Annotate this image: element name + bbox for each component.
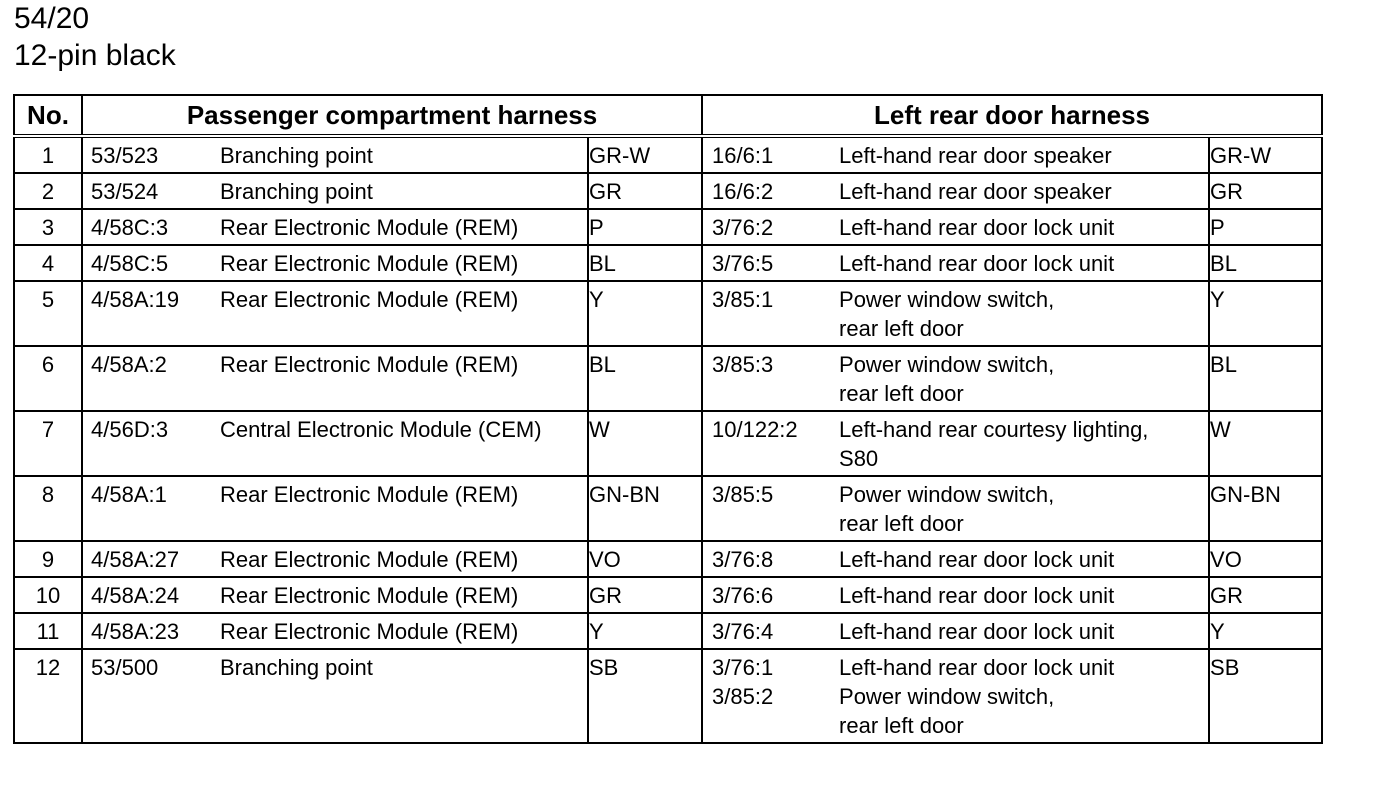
passenger-code: 4/58A:23: [91, 619, 180, 644]
pin-number: 6: [14, 346, 82, 411]
table-row: [14, 541, 1322, 577]
passenger-code: 4/58A:2: [91, 352, 167, 377]
left-rear-code: 3/85:2: [712, 684, 774, 709]
left-rear-description: Left-hand rear door lock unit: [839, 251, 1115, 276]
left-rear-wire-color: W: [1209, 411, 1322, 476]
left-rear-description: S80: [839, 446, 879, 471]
left-rear-description: Left-hand rear door lock unit: [839, 583, 1115, 608]
passenger-code: 53/524: [91, 179, 159, 204]
left-rear-wire-color: GN-BN: [1209, 476, 1322, 541]
passenger-description: Rear Electronic Module (REM): [220, 619, 519, 644]
left-rear-door-cell: [702, 577, 1209, 613]
header-no: No.: [14, 95, 82, 136]
passenger-harness-cell: [82, 346, 588, 411]
connector-id: 54/20: [14, 2, 90, 35]
passenger-wire-color: BL: [588, 245, 702, 281]
passenger-wire-color: Y: [588, 613, 702, 649]
passenger-wire-color: P: [588, 209, 702, 245]
passenger-code: 53/523: [91, 143, 159, 168]
table-row: [14, 613, 1322, 649]
left-rear-door-cell: [702, 411, 1209, 476]
left-rear-code: 3/76:5: [712, 251, 774, 276]
left-rear-wire-color: Y: [1209, 281, 1322, 346]
left-rear-code: 3/76:1: [712, 655, 774, 680]
left-rear-description: rear left door: [839, 511, 964, 536]
passenger-description: Rear Electronic Module (REM): [220, 352, 519, 377]
left-rear-code: 3/85:3: [712, 352, 774, 377]
table-row: [14, 209, 1322, 245]
pin-table: [13, 94, 1323, 744]
passenger-wire-color: W: [588, 411, 702, 476]
passenger-harness-cell: [82, 173, 588, 209]
passenger-code: 4/58A:24: [91, 583, 180, 608]
left-rear-wire-color: GR-W: [1209, 136, 1322, 173]
left-rear-wire-color: VO: [1209, 541, 1322, 577]
table-row: [14, 476, 1322, 541]
passenger-description: Rear Electronic Module (REM): [220, 583, 519, 608]
left-rear-wire-color: P: [1209, 209, 1322, 245]
pin-number: 3: [14, 209, 82, 245]
passenger-wire-color: GR: [588, 173, 702, 209]
passenger-description: Central Electronic Module (CEM): [220, 417, 542, 442]
passenger-harness-cell: [82, 245, 588, 281]
table-row: [14, 173, 1322, 209]
passenger-code: 4/58C:3: [91, 215, 169, 240]
pin-number: 7: [14, 411, 82, 476]
left-rear-code: 16/6:2: [712, 179, 774, 204]
left-rear-door-cell: [702, 209, 1209, 245]
header-passenger-harness: Passenger compartment harness: [82, 95, 702, 136]
passenger-harness-cell: [82, 649, 588, 743]
left-rear-door-cell: [702, 613, 1209, 649]
passenger-code: 4/58C:5: [91, 251, 169, 276]
left-rear-code: 3/85:5: [712, 482, 774, 507]
left-rear-door-cell: [702, 476, 1209, 541]
passenger-wire-color: SB: [588, 649, 702, 743]
pin-number: 4: [14, 245, 82, 281]
passenger-code: 4/58A:19: [91, 287, 180, 312]
left-rear-description: Left-hand rear courtesy lighting,: [839, 417, 1149, 442]
left-rear-code: 3/76:4: [712, 619, 774, 644]
left-rear-description: Left-hand rear door speaker: [839, 179, 1112, 204]
left-rear-description: Left-hand rear door lock unit: [839, 215, 1115, 240]
left-rear-description: Left-hand rear door lock unit: [839, 619, 1115, 644]
table-row: [14, 245, 1322, 281]
passenger-harness-cell: [82, 411, 588, 476]
left-rear-wire-color: BL: [1209, 245, 1322, 281]
passenger-code: 4/58A:1: [91, 482, 167, 507]
left-rear-description: Left-hand rear door speaker: [839, 143, 1112, 168]
left-rear-wire-color: Y: [1209, 613, 1322, 649]
passenger-description: Rear Electronic Module (REM): [220, 287, 519, 312]
left-rear-door-cell: [702, 136, 1209, 173]
passenger-code: 53/500: [91, 655, 159, 680]
left-rear-description: Power window switch,: [839, 287, 1055, 312]
table-body: [14, 136, 1322, 743]
left-rear-description: Left-hand rear door lock unit: [839, 547, 1115, 572]
passenger-harness-cell: [82, 136, 588, 173]
pin-number: 9: [14, 541, 82, 577]
left-rear-description: rear left door: [839, 316, 964, 341]
passenger-harness-cell: [82, 541, 588, 577]
table-row: [14, 136, 1322, 173]
passenger-description: Branching point: [220, 143, 373, 168]
passenger-wire-color: Y: [588, 281, 702, 346]
passenger-harness-cell: [82, 476, 588, 541]
pin-number: 1: [14, 136, 82, 173]
passenger-harness-cell: [82, 209, 588, 245]
left-rear-code: 3/76:2: [712, 215, 774, 240]
left-rear-code: 10/122:2: [712, 417, 798, 442]
passenger-harness-cell: [82, 577, 588, 613]
left-rear-door-cell: [702, 541, 1209, 577]
passenger-code: 4/58A:27: [91, 547, 180, 572]
left-rear-code: 3/76:8: [712, 547, 774, 572]
passenger-wire-color: VO: [588, 541, 702, 577]
table-header-row: [14, 95, 1322, 136]
passenger-wire-color: GR-W: [588, 136, 702, 173]
passenger-description: Branching point: [220, 655, 373, 680]
left-rear-description: rear left door: [839, 713, 964, 738]
left-rear-wire-color: GR: [1209, 173, 1322, 209]
table-row: [14, 411, 1322, 476]
table-row: [14, 281, 1322, 346]
left-rear-description: Power window switch,: [839, 352, 1055, 377]
left-rear-wire-color: GR: [1209, 577, 1322, 613]
left-rear-wire-color: SB: [1209, 649, 1322, 743]
pin-number: 10: [14, 577, 82, 613]
left-rear-description: rear left door: [839, 381, 964, 406]
passenger-description: Rear Electronic Module (REM): [220, 482, 519, 507]
header-left-rear-door-harness: Left rear door harness: [702, 95, 1322, 136]
left-rear-door-cell: [702, 245, 1209, 281]
left-rear-door-cell: [702, 281, 1209, 346]
passenger-description: Branching point: [220, 179, 373, 204]
left-rear-door-cell: [702, 649, 1209, 743]
left-rear-wire-color: BL: [1209, 346, 1322, 411]
left-rear-description: Power window switch,: [839, 482, 1055, 507]
passenger-code: 4/56D:3: [91, 417, 169, 442]
passenger-description: Rear Electronic Module (REM): [220, 547, 519, 572]
table-row: [14, 577, 1322, 613]
pin-number: 12: [14, 649, 82, 743]
passenger-wire-color: GN-BN: [588, 476, 702, 541]
passenger-wire-color: GR: [588, 577, 702, 613]
left-rear-code: 16/6:1: [712, 143, 774, 168]
passenger-wire-color: BL: [588, 346, 702, 411]
passenger-description: Rear Electronic Module (REM): [220, 215, 519, 240]
passenger-harness-cell: [82, 613, 588, 649]
left-rear-door-cell: [702, 173, 1209, 209]
table-row: [14, 346, 1322, 411]
left-rear-code: 3/76:6: [712, 583, 774, 608]
connector-description: 12-pin black: [14, 39, 176, 72]
left-rear-description: Left-hand rear door lock unit: [839, 655, 1115, 680]
left-rear-code: 3/85:1: [712, 287, 774, 312]
passenger-description: Rear Electronic Module (REM): [220, 251, 519, 276]
pin-number: 5: [14, 281, 82, 346]
pin-number: 2: [14, 173, 82, 209]
passenger-harness-cell: [82, 281, 588, 346]
left-rear-door-cell: [702, 346, 1209, 411]
pin-number: 8: [14, 476, 82, 541]
table-row: [14, 649, 1322, 743]
pin-number: 11: [14, 613, 82, 649]
left-rear-description: Power window switch,: [839, 684, 1055, 709]
